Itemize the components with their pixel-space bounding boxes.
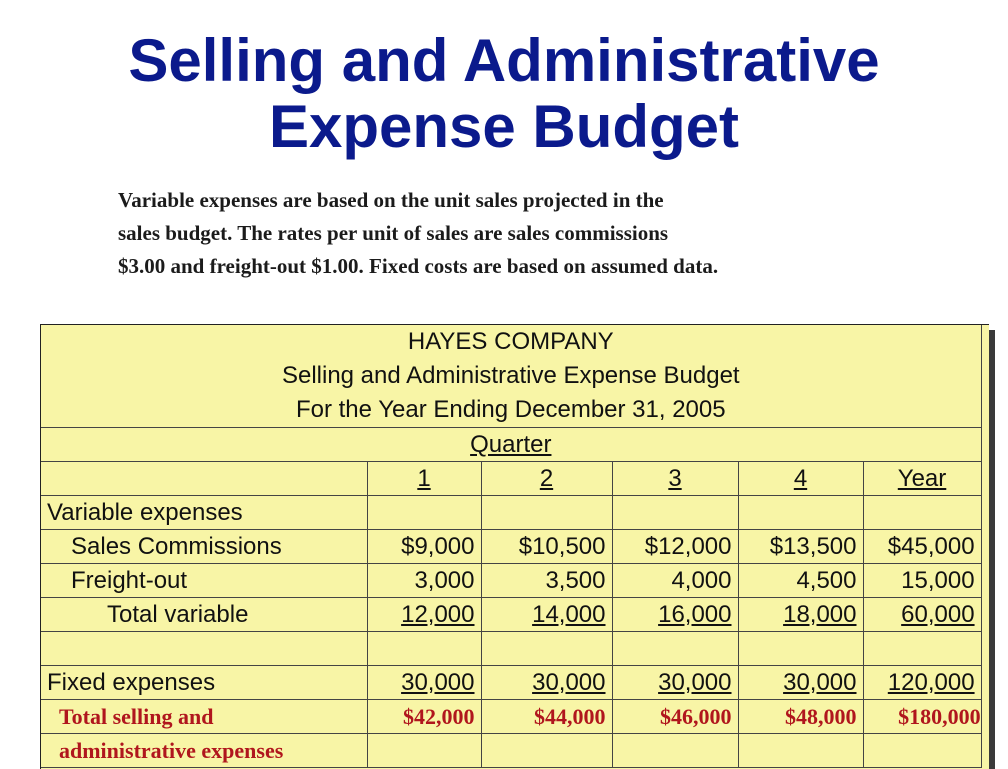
column-header-q1-label: 1 <box>417 464 431 492</box>
cell-value: 15,000 <box>863 564 981 598</box>
cell-value-text: 12,000 <box>401 600 475 628</box>
cell-value: $46,000 <box>612 700 738 734</box>
cell-value: $42,000 <box>367 700 481 734</box>
table-row-sales-commissions <box>41 530 981 564</box>
quarter-header <box>41 428 981 462</box>
cell-value-text: 30,000 <box>401 668 475 696</box>
column-header-q3-label: 3 <box>668 464 682 492</box>
column-header-year <box>863 462 981 496</box>
cell-value <box>738 598 863 632</box>
cell-value-text: 60,000 <box>901 600 975 628</box>
budget-table-panel <box>40 324 989 769</box>
budget-table <box>41 325 982 768</box>
cell-value <box>738 666 863 700</box>
cell-value <box>863 598 981 632</box>
cell-value: $9,000 <box>367 530 481 564</box>
table-row-variable-header <box>41 496 981 530</box>
row-label: Variable expenses <box>41 496 367 530</box>
cell-value <box>612 666 738 700</box>
cell-value <box>481 598 612 632</box>
cell-value-text: 30,000 <box>783 668 857 696</box>
table-heading <box>41 325 981 428</box>
cell-value: 4,500 <box>738 564 863 598</box>
table-row-total-variable <box>41 598 981 632</box>
table-row-fixed-expenses <box>41 666 981 700</box>
column-header-year-label: Year <box>897 464 947 492</box>
column-header-q3 <box>612 462 738 496</box>
budget-name: Selling and Administrative Expense Budget <box>281 362 740 389</box>
slide-title-line2: Expense Budget <box>268 93 740 160</box>
cell-value <box>367 666 481 700</box>
cell-value: $13,500 <box>738 530 863 564</box>
cell-value: 3,500 <box>481 564 612 598</box>
row-label: Total variable <box>41 598 367 632</box>
table-row-total-selling-admin-cont <box>41 734 981 768</box>
cell-value: 4,000 <box>612 564 738 598</box>
cell-value-text: 30,000 <box>532 668 606 696</box>
row-label: administrative expenses <box>41 734 367 768</box>
intro-text <box>118 184 878 283</box>
column-header-blank <box>41 462 367 496</box>
column-header-q1 <box>367 462 481 496</box>
company-name: HAYES COMPANY <box>407 328 614 355</box>
cell-value-text: 30,000 <box>658 668 732 696</box>
column-header-q2 <box>481 462 612 496</box>
cell-value-text: 16,000 <box>658 600 732 628</box>
cell-value <box>863 666 981 700</box>
row-label: Fixed expenses <box>41 666 367 700</box>
slide-title-line1: Selling and Administrative <box>128 27 880 94</box>
column-header-q2-label: 2 <box>539 464 554 492</box>
budget-period: For the Year Ending December 31, 2005 <box>295 396 726 423</box>
column-header-q4-label: 4 <box>793 464 808 492</box>
cell-value: $180,000 <box>863 700 981 734</box>
cell-value-text: 18,000 <box>783 600 857 628</box>
row-label: Freight-out <box>41 564 367 598</box>
intro-line3: $3.00 and freight-out $1.00. Fixed costs are based on assumed data. <box>118 254 719 278</box>
row-label: Total selling and <box>41 700 367 734</box>
cell-value: $48,000 <box>738 700 863 734</box>
cell-value: $44,000 <box>481 700 612 734</box>
cell-value: $10,500 <box>481 530 612 564</box>
table-row-total-selling-admin <box>41 700 981 734</box>
cell-value-text: 120,000 <box>887 668 975 696</box>
cell-value: $12,000 <box>612 530 738 564</box>
table-row-blank <box>41 632 981 666</box>
cell-value <box>367 598 481 632</box>
cell-value: 3,000 <box>367 564 481 598</box>
cell-value: $45,000 <box>863 530 981 564</box>
table-row-freight-out <box>41 564 981 598</box>
intro-line1: Variable expenses are based on the unit sales projected in the <box>118 188 664 212</box>
cell-value <box>481 666 612 700</box>
column-header-q4 <box>738 462 863 496</box>
quarter-label: Quarter <box>470 430 552 458</box>
cell-value <box>612 598 738 632</box>
slide-title <box>0 28 1008 160</box>
cell-value-text: 14,000 <box>532 600 606 628</box>
row-label: Sales Commissions <box>41 530 367 564</box>
intro-line2: sales budget. The rates per unit of sales are sales commissions <box>118 221 669 245</box>
